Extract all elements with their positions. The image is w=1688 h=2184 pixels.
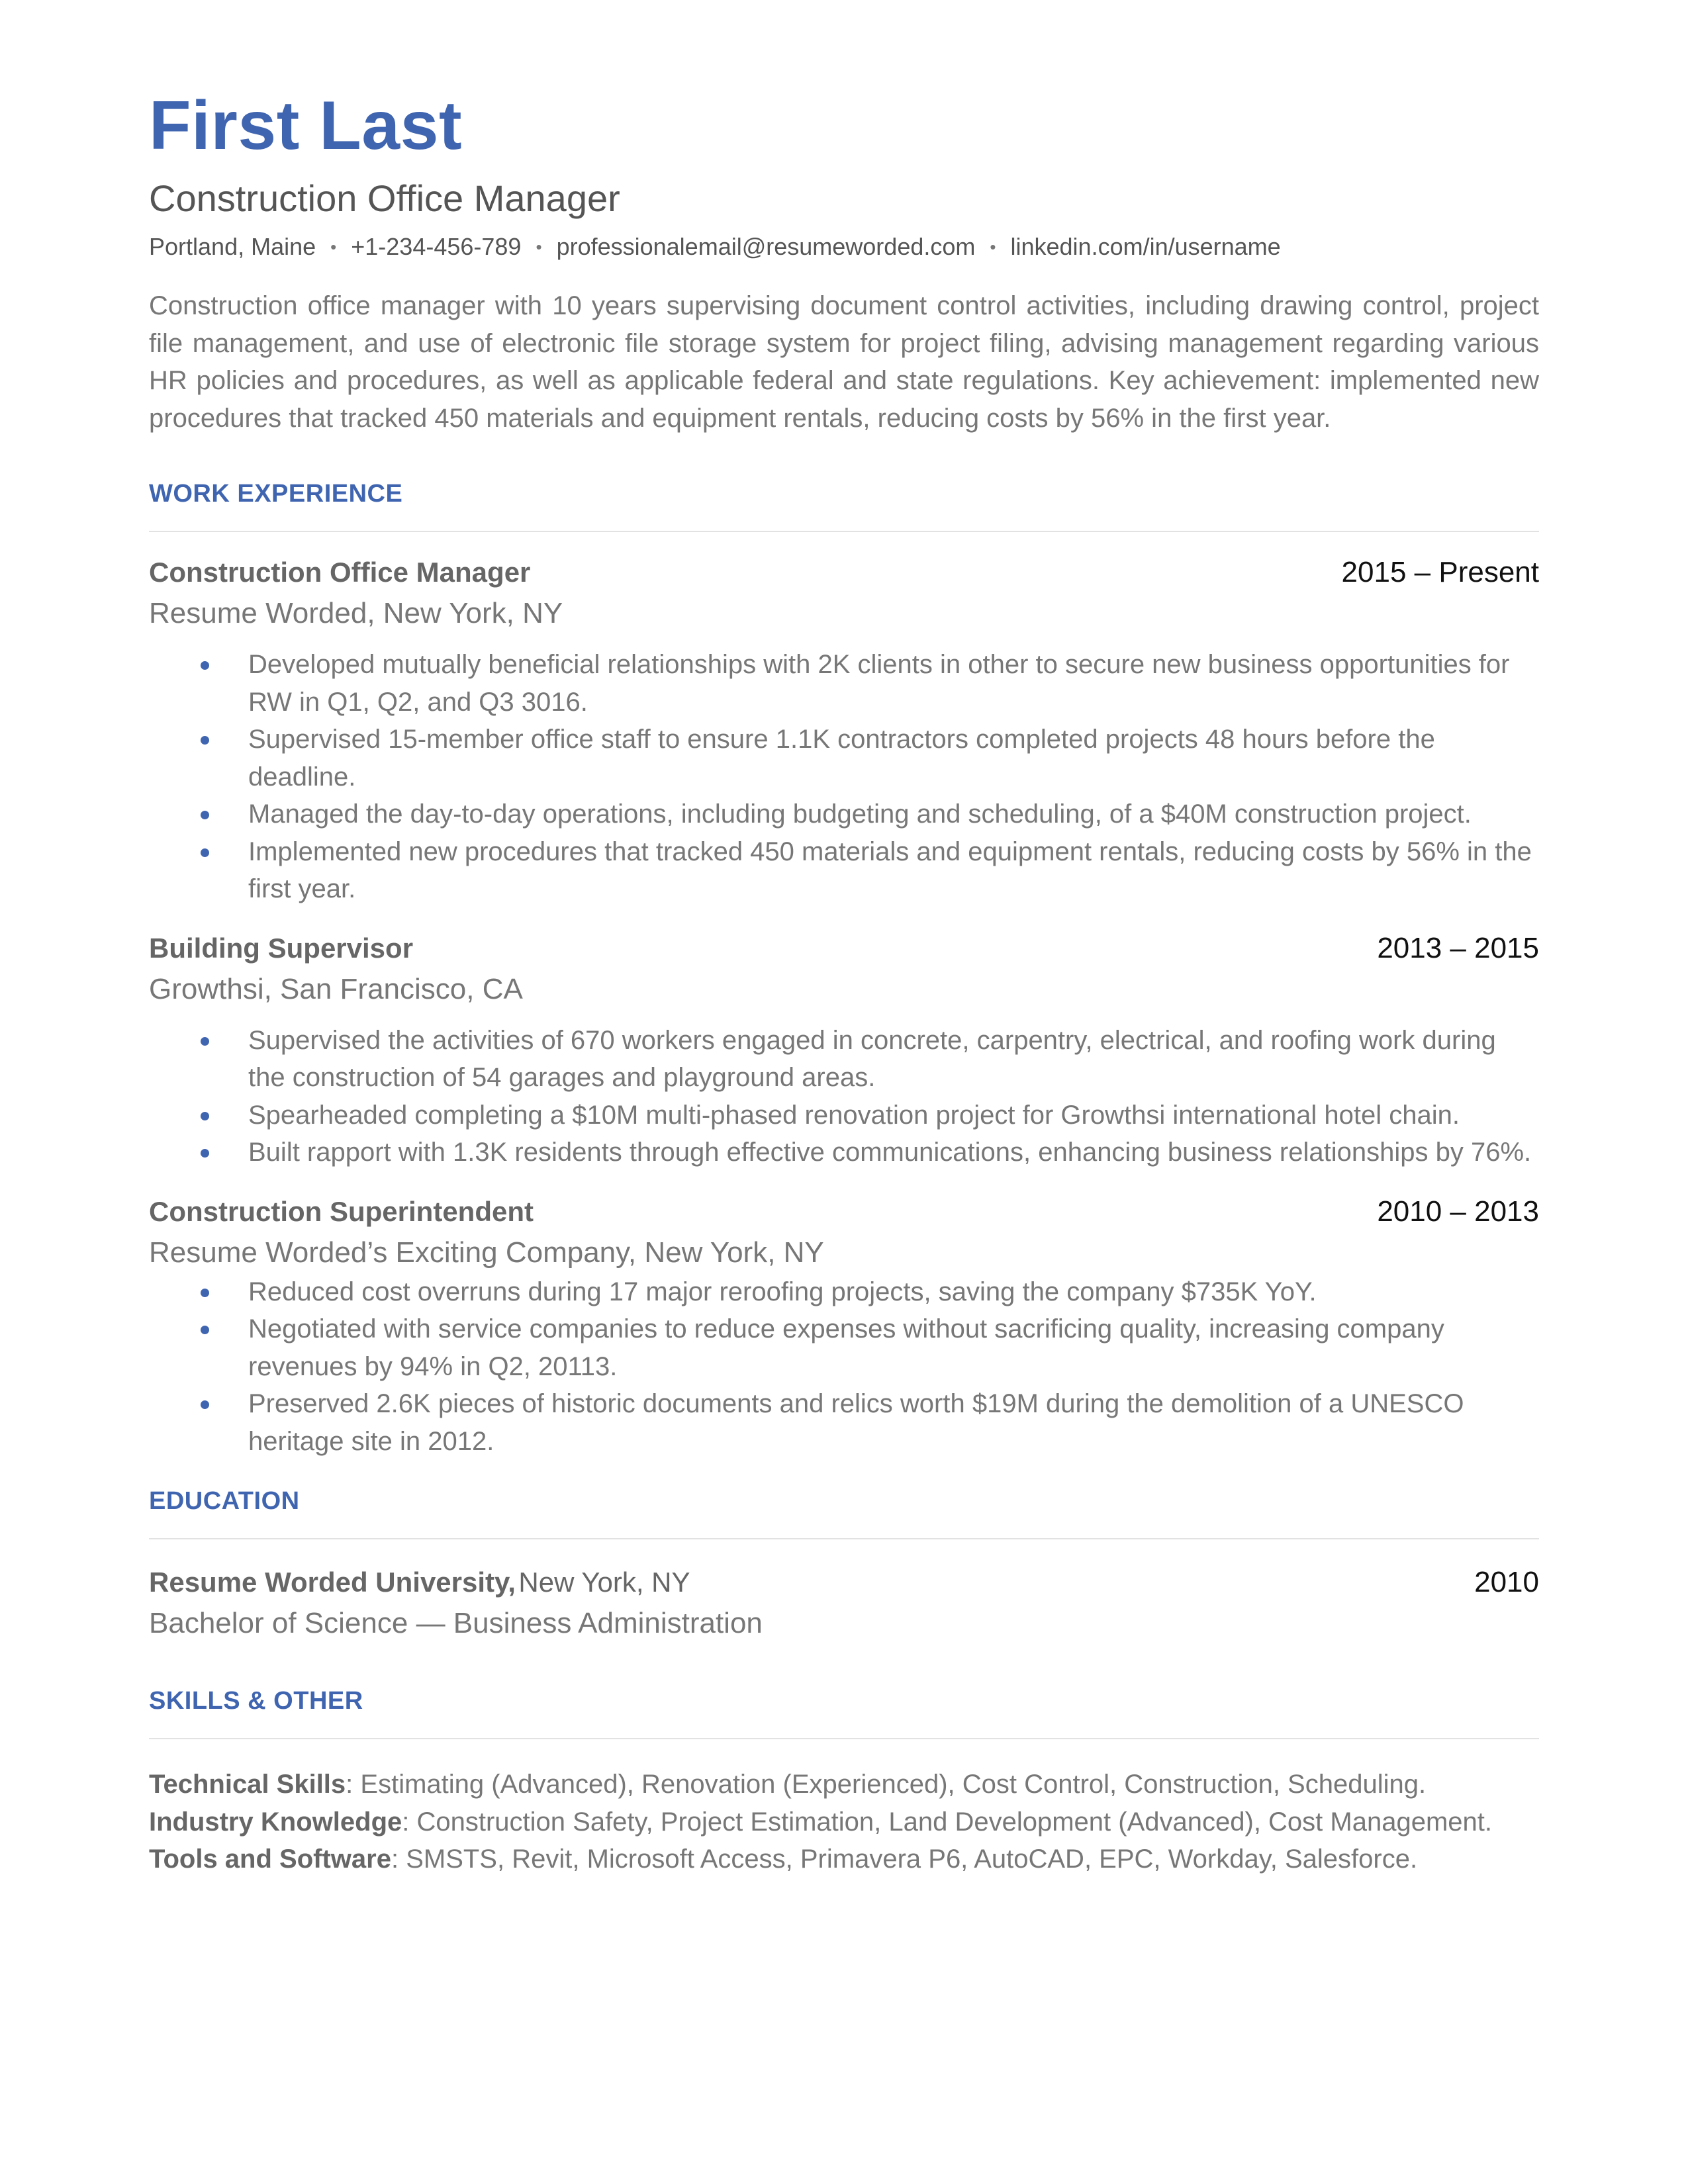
job-company: Resume Worded, New York, NY bbox=[149, 597, 563, 629]
skills-section bbox=[149, 1682, 1539, 1878]
bullet-item bbox=[149, 1134, 1539, 1171]
skill-text: : Estimating (Advanced), Renovation (Experienced), Cost Control, Construction, Scheduling. bbox=[346, 1770, 1427, 1799]
education-degree: Bachelor of Science — Business Administration bbox=[149, 1607, 763, 1639]
bullet-dot-icon bbox=[201, 736, 209, 745]
job-title: Construction Office Manager bbox=[149, 557, 531, 588]
job-dates: 2010 – 2013 bbox=[1377, 1195, 1539, 1228]
skill-line bbox=[149, 1841, 1539, 1878]
skill-label: Tools and Software bbox=[149, 1844, 391, 1874]
education-section bbox=[149, 1482, 1539, 1644]
resume-content bbox=[149, 79, 1539, 1878]
job-entry bbox=[149, 552, 1539, 908]
bullet-dot-icon bbox=[201, 848, 209, 857]
bullet-text: Preserved 2.6K pieces of historic documents and relics worth $19M during the demolition of a UNESCO heritage site in 2012. bbox=[248, 1389, 1464, 1456]
job-company: Resume Worded’s Exciting Company, New York, NY bbox=[149, 1236, 824, 1269]
education-header bbox=[149, 1562, 1539, 1603]
education-school: Resume Worded University, bbox=[149, 1567, 516, 1598]
job-header bbox=[149, 928, 1539, 969]
education-school-line bbox=[149, 1562, 690, 1603]
section-title-skills: SKILLS & OTHER bbox=[149, 1687, 363, 1715]
skill-label: Technical Skills bbox=[149, 1770, 346, 1799]
job-entry bbox=[149, 1191, 1539, 1461]
candidate-name: First Last bbox=[149, 87, 463, 164]
bullet-text: Negotiated with service companies to reduce expenses without sacrificing quality, increasing company revenues by 94% in Q2, 20113. bbox=[248, 1314, 1444, 1381]
job-header bbox=[149, 552, 1539, 593]
job-title: Building Supervisor bbox=[149, 932, 414, 964]
bullet-item bbox=[149, 1273, 1539, 1311]
bullet-text: Managed the day-to-day operations, including budgeting and scheduling, of a $40M construction project. bbox=[248, 799, 1472, 829]
section-divider bbox=[149, 1538, 1539, 1539]
contact-separator: • bbox=[536, 237, 542, 257]
bullet-text: Developed mutually beneficial relationships with 2K clients in other to secure new business opportunities for RW in Q1, Q2, and Q3 3016. bbox=[248, 650, 1510, 717]
bullet-item bbox=[149, 1310, 1539, 1385]
bullet-text: Implemented new procedures that tracked 450 materials and equipment rentals, reducing costs by 56% in the first year. bbox=[248, 837, 1532, 903]
job-dates: 2015 – Present bbox=[1341, 556, 1539, 588]
bullet-text: Supervised the activities of 670 workers engaged in concrete, carpentry, electrical, and roofing work during the construction of 54 garages and playground areas. bbox=[248, 1025, 1496, 1092]
contact-linkedin[interactable]: linkedin.com/in/username bbox=[1010, 233, 1281, 260]
job-bullets bbox=[149, 1022, 1539, 1171]
summary-paragraph: Construction office manager with 10 years supervising document control activities, including drawing control, project file management, and use of electronic file storage system for project filing, advising management regarding various HR policies and procedures, as well as applicable federal and state regulations. Key achievement: implemented new procedures that tracked 450 materials and equipment rentals, reducing costs by 56% in the first year. bbox=[149, 291, 1539, 433]
skill-line bbox=[149, 1803, 1539, 1841]
contact-separator: • bbox=[990, 237, 996, 257]
bullet-dot-icon bbox=[201, 1400, 209, 1409]
bullet-item bbox=[149, 1022, 1539, 1097]
bullet-dot-icon bbox=[201, 811, 209, 819]
section-divider bbox=[149, 531, 1539, 532]
contact-email[interactable]: professionalemail@resumeworded.com bbox=[556, 233, 976, 260]
job-bullets bbox=[149, 646, 1539, 908]
candidate-title: Construction Office Manager bbox=[149, 177, 620, 219]
job-company: Growthsi, San Francisco, CA bbox=[149, 972, 523, 1005]
skill-text: : Construction Safety, Project Estimation, Land Development (Advanced), Cost Management. bbox=[402, 1807, 1492, 1837]
bullet-item bbox=[149, 833, 1539, 908]
bullet-dot-icon bbox=[201, 1149, 209, 1158]
skill-line bbox=[149, 1766, 1539, 1803]
bullet-dot-icon bbox=[201, 1289, 209, 1297]
skills-list bbox=[149, 1766, 1539, 1878]
contact-phone: +1-234-456-789 bbox=[351, 233, 522, 260]
bullet-item bbox=[149, 796, 1539, 833]
bullet-text: Built rapport with 1.3K residents through effective communications, enhancing business relationships by 76%. bbox=[248, 1138, 1532, 1167]
bullet-dot-icon bbox=[201, 661, 209, 670]
education-year: 2010 bbox=[1474, 1566, 1539, 1598]
job-header bbox=[149, 1191, 1539, 1232]
bullet-dot-icon bbox=[201, 1326, 209, 1334]
section-divider bbox=[149, 1738, 1539, 1739]
bullet-item bbox=[149, 646, 1539, 721]
bullet-text: Supervised 15-member office staff to ensure 1.1K contractors completed projects 48 hours before the deadline. bbox=[248, 725, 1435, 792]
bullet-dot-icon bbox=[201, 1112, 209, 1120]
bullet-text: Spearheaded completing a $10M multi-phased renovation project for Growthsi international hotel chain. bbox=[248, 1100, 1460, 1130]
section-title-education: EDUCATION bbox=[149, 1487, 300, 1515]
bullet-item bbox=[149, 721, 1539, 796]
job-bullets bbox=[149, 1273, 1539, 1461]
job-title: Construction Superintendent bbox=[149, 1195, 534, 1227]
work-experience-section bbox=[149, 475, 1539, 1460]
contact-location: Portland, Maine bbox=[149, 233, 316, 260]
bullet-text: Reduced cost overruns during 17 major reroofing projects, saving the company $735K YoY. bbox=[248, 1277, 1317, 1306]
education-location: New York, NY bbox=[518, 1567, 690, 1598]
skill-text: : SMSTS, Revit, Microsoft Access, Primavera P6, AutoCAD, EPC, Workday, Salesforce. bbox=[391, 1844, 1418, 1874]
bullet-dot-icon bbox=[201, 1037, 209, 1046]
job-entry bbox=[149, 928, 1539, 1171]
section-title-work: WORK EXPERIENCE bbox=[149, 480, 403, 508]
bullet-item bbox=[149, 1097, 1539, 1134]
bullet-item bbox=[149, 1385, 1539, 1460]
contact-separator: • bbox=[330, 237, 337, 257]
contact-line bbox=[149, 229, 1539, 265]
skill-label: Industry Knowledge bbox=[149, 1807, 402, 1837]
job-dates: 2013 – 2015 bbox=[1377, 931, 1539, 964]
